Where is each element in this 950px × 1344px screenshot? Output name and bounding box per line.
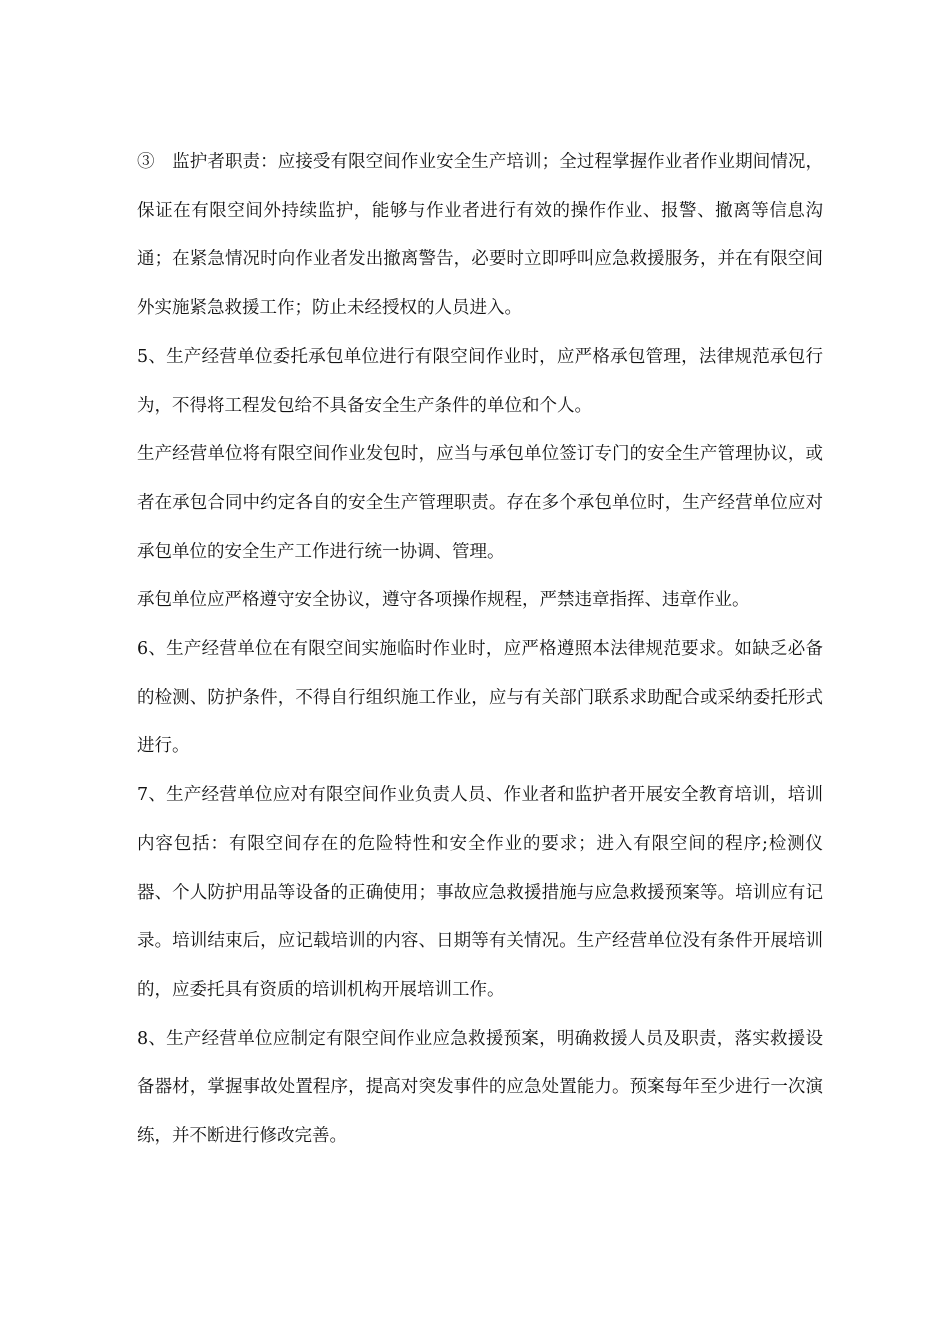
paragraph-item-6: 6、生产经营单位在有限空间实施临时作业时，应严格遵照本法律规范要求。如缺乏必备的检测、防护条件，不得自行组织施工作业，应与有关部门联系求助配合或采纳委托形式进行。 (137, 639, 823, 757)
document-body (137, 138, 823, 1161)
paragraph-item-8: 8、生产经营单位应制定有限空间作业应急救援预案，明确救援人员及职责，落实救援设备器材，掌握事故处置程序，提高对突发事件的应急处置能力。预案每年至少进行一次演练，并不断进行修改完善。 (137, 1028, 823, 1147)
paragraph-supervisor-duties: ③ 监护者职责：应接受有限空间作业安全生产培训；全过程掌握作业者作业期间情况，保证在有限空间外持续监护，能够与作业者进行有效的操作作业、报警、撤离等信息沟通；在紧急情况时向作业者发出撤离警告，必要时立即呼叫应急救援服务，并在有限空间外实施紧急救援工作；防止未经授权的人员进入。 (137, 152, 823, 319)
paragraph-item-7: 7、生产经营单位应对有限空间作业负责人员、作业者和监护者开展安全教育培训，培训内容包括：有限空间存在的危险特性和安全作业的要求；进入有限空间的程序;检测仪器、个人防护用品等设备的正确使用；事故应急救援措施与应急救援预案等。培训应有记录。培训结束后，应记载培训的内容、日期等有关情况。生产经营单位没有条件开展培训的，应委托具有资质的培训机构开展培训工作。 (137, 785, 823, 1000)
paragraph-contracting: 生产经营单位将有限空间作业发包时，应当与承包单位签订专门的安全生产管理协议，或者在承包合同中约定各自的安全生产管理职责。存在多个承包单位时，生产经营单位应对承包单位的安全生产工作进行统一协调、管理。 (137, 444, 823, 562)
paragraph-contractor-compliance: 承包单位应严格遵守安全协议，遵守各项操作规程，严禁违章指挥、违章作业。 (137, 590, 750, 611)
paragraph-item-5: 5、生产经营单位委托承包单位进行有限空间作业时，应严格承包管理，法律规范承包行为，不得将工程发包给不具备安全生产条件的单位和个人。 (137, 346, 823, 416)
